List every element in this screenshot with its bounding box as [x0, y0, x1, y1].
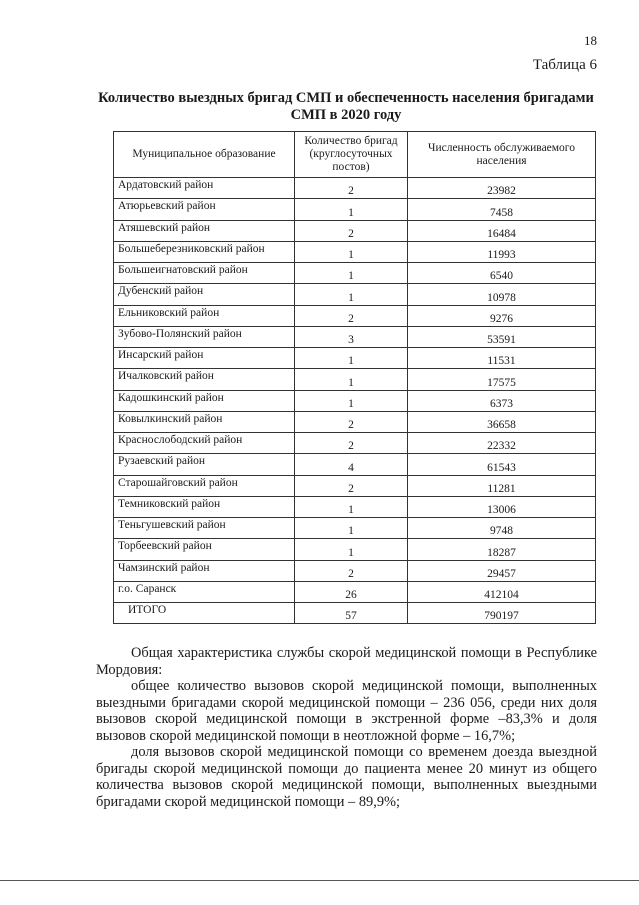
cell-municipality: Старошайговский район — [114, 475, 295, 496]
cell-brigades: 1 — [295, 369, 408, 390]
table-row — [114, 411, 596, 432]
cell-brigades: 3 — [295, 326, 408, 347]
table-row — [114, 496, 596, 517]
cell-brigades: 1 — [295, 518, 408, 539]
cell-population: 23982 — [408, 178, 596, 199]
cell-population: 18287 — [408, 539, 596, 560]
cell-population: 16484 — [408, 220, 596, 241]
header-brigades: Количество бригад (круглосуточных постов) — [295, 132, 408, 178]
cell-population: 9276 — [408, 305, 596, 326]
cell-municipality: Дубенский район — [114, 284, 295, 305]
table-row — [114, 199, 596, 220]
cell-brigades: 26 — [295, 581, 408, 602]
cell-population: 10978 — [408, 284, 596, 305]
cell-brigades: 1 — [295, 390, 408, 411]
cell-brigades: 2 — [295, 560, 408, 581]
table-row — [114, 348, 596, 369]
table-body — [114, 178, 596, 624]
cell-municipality: Ичалковский район — [114, 369, 295, 390]
cell-brigades: 1 — [295, 284, 408, 305]
data-table — [113, 131, 596, 624]
cell-brigades: 1 — [295, 241, 408, 262]
cell-population: 36658 — [408, 411, 596, 432]
table-label: Таблица 6 — [532, 57, 597, 73]
table-row — [114, 475, 596, 496]
table-row — [114, 284, 596, 305]
table-row — [114, 560, 596, 581]
table-row — [114, 581, 596, 602]
table-row — [114, 369, 596, 390]
table-title: Количество выездных бригад СМП и обеспеченность населения бригадами СМП в 2020 году — [98, 90, 594, 123]
cell-brigades: 1 — [295, 199, 408, 220]
header-municipality: Муниципальное образование — [114, 132, 295, 178]
table-row — [114, 433, 596, 454]
bottom-rule — [0, 880, 639, 881]
cell-population: 11993 — [408, 241, 596, 262]
cell-population: 13006 — [408, 496, 596, 517]
cell-population: 412104 — [408, 581, 596, 602]
cell-population: 53591 — [408, 326, 596, 347]
table-total-row — [114, 603, 596, 624]
body-text — [96, 645, 597, 810]
cell-municipality: Большеберезниковский район — [114, 241, 295, 262]
table-row — [114, 454, 596, 475]
cell-municipality: ИТОГО — [114, 603, 295, 624]
cell-brigades: 1 — [295, 496, 408, 517]
cell-brigades: 4 — [295, 454, 408, 475]
page-number: 18 — [584, 33, 597, 48]
cell-population: 6373 — [408, 390, 596, 411]
cell-municipality: Зубово-Полянский район — [114, 326, 295, 347]
cell-municipality: Теньгушевский район — [114, 518, 295, 539]
cell-brigades: 2 — [295, 305, 408, 326]
cell-municipality: Торбеевский район — [114, 539, 295, 560]
cell-municipality: Чамзинский район — [114, 560, 295, 581]
cell-population: 61543 — [408, 454, 596, 475]
cell-municipality: Ковылкинский район — [114, 411, 295, 432]
cell-population: 7458 — [408, 199, 596, 220]
cell-population: 29457 — [408, 560, 596, 581]
cell-municipality: Инсарский район — [114, 348, 295, 369]
cell-population: 11531 — [408, 348, 596, 369]
cell-municipality: Ардатовский район — [114, 178, 295, 199]
table-row — [114, 518, 596, 539]
cell-municipality: Темниковский район — [114, 496, 295, 517]
cell-brigades: 1 — [295, 348, 408, 369]
cell-municipality: Рузаевский район — [114, 454, 295, 475]
paragraph: доля вызовов скорой медицинской помощи со временем доезда выездной бригады скорой медицинской помощи до пациента менее 20 минут из общего количества вызовов скорой медицинской помощи, выполненных выездными бригадами скорой медицинской помощи – 89,9%; — [96, 744, 597, 810]
cell-population: 9748 — [408, 518, 596, 539]
cell-brigades: 1 — [295, 263, 408, 284]
cell-population: 22332 — [408, 433, 596, 454]
cell-population: 17575 — [408, 369, 596, 390]
cell-municipality: Атяшевский район — [114, 220, 295, 241]
cell-population: 6540 — [408, 263, 596, 284]
cell-brigades: 2 — [295, 178, 408, 199]
table-row — [114, 305, 596, 326]
cell-brigades: 2 — [295, 475, 408, 496]
cell-municipality: Атюрьевский район — [114, 199, 295, 220]
cell-brigades: 1 — [295, 539, 408, 560]
table-row — [114, 241, 596, 262]
cell-brigades: 2 — [295, 411, 408, 432]
cell-municipality: Ельниковский район — [114, 305, 295, 326]
table-row — [114, 326, 596, 347]
cell-brigades: 2 — [295, 220, 408, 241]
table-row — [114, 220, 596, 241]
cell-municipality: Кадошкинский район — [114, 390, 295, 411]
table-row — [114, 178, 596, 199]
table-row — [114, 263, 596, 284]
table-header-row — [114, 132, 596, 178]
paragraph: общее количество вызовов скорой медицинской помощи, выполненных выездными бригадами скорой медицинской помощи – 236 056, среди них доля вызовов скорой медицинской помощи в экстренной форме –83,3% и доля вызовов скорой медицинской помощи в неотложной форме – 16,7%; — [96, 678, 597, 744]
table-row — [114, 390, 596, 411]
paragraph: Общая характеристика службы скорой медицинской помощи в Республике Мордовия: — [96, 645, 597, 678]
cell-municipality: Большеигнатовский район — [114, 263, 295, 284]
cell-brigades: 2 — [295, 433, 408, 454]
table-row — [114, 539, 596, 560]
header-population: Численность обслуживаемого населения — [408, 132, 596, 178]
cell-brigades: 57 — [295, 603, 408, 624]
cell-population: 11281 — [408, 475, 596, 496]
cell-municipality: Краснослободский район — [114, 433, 295, 454]
cell-population: 790197 — [408, 603, 596, 624]
cell-municipality: г.о. Саранск — [114, 581, 295, 602]
